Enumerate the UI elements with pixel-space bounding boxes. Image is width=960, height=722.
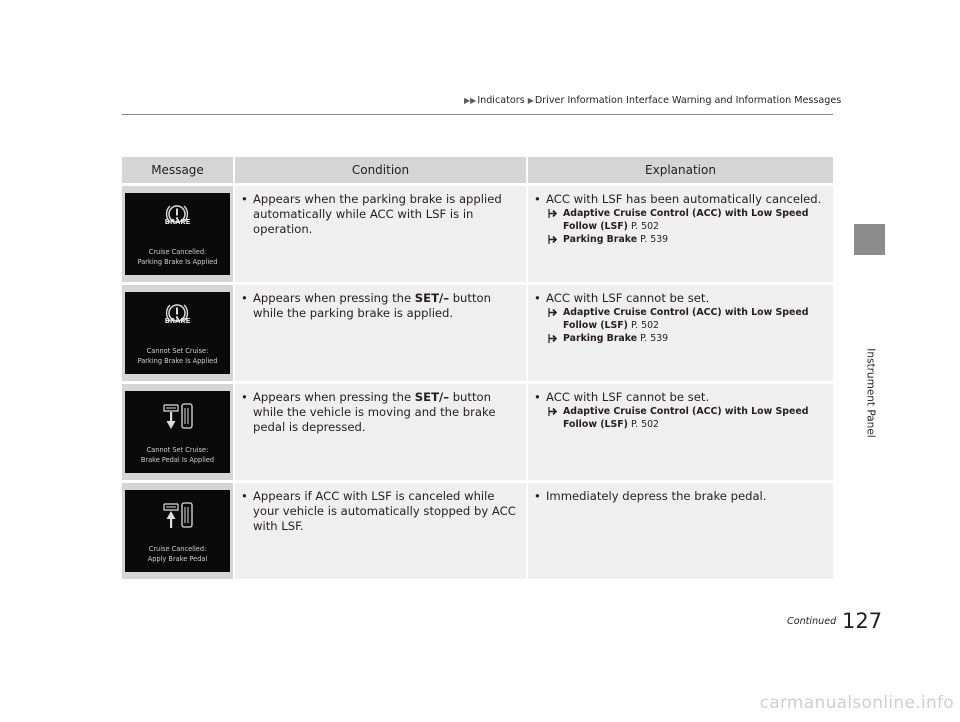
brake-pedal-up-icon bbox=[158, 499, 198, 533]
reference-arrow-icon bbox=[548, 333, 559, 344]
condition-text bbox=[253, 192, 518, 237]
reference-text bbox=[563, 233, 668, 246]
display-line: Cannot Set Cruise: bbox=[146, 347, 209, 355]
table-header bbox=[122, 157, 833, 183]
reference-page: P. 539 bbox=[640, 234, 669, 245]
breadcrumb-arrow-icon: ▶▶ bbox=[464, 96, 477, 105]
reference-title: Adaptive Cruise Control (ACC) with Low Speed Follow (LSF) bbox=[563, 208, 809, 232]
bullet-icon: • bbox=[241, 192, 248, 206]
condition-text-part: Appears when the parking brake is applied automatically while ACC with LSF is in operation. bbox=[253, 192, 502, 236]
table-row bbox=[122, 384, 833, 480]
header-message: Message bbox=[151, 163, 204, 177]
condition-cell bbox=[233, 384, 526, 480]
table-body bbox=[122, 186, 833, 579]
table-row bbox=[122, 483, 833, 579]
bullet-icon: • bbox=[534, 489, 541, 503]
explanation-item bbox=[534, 291, 825, 306]
explanation-text: Immediately depress the brake pedal. bbox=[546, 489, 767, 503]
display-line: Apply Brake Pedal bbox=[147, 555, 208, 563]
reference-title: Adaptive Cruise Control (ACC) with Low Speed Follow (LSF) bbox=[563, 307, 809, 331]
condition-cell bbox=[233, 186, 526, 282]
condition-text-part: button while the vehicle is moving and the brake pedal is depressed. bbox=[253, 390, 496, 434]
condition-item bbox=[241, 291, 518, 321]
reference-arrow-icon bbox=[548, 307, 559, 318]
condition-text-part: button while the parking brake is applied. bbox=[253, 291, 491, 320]
display-message bbox=[125, 445, 230, 465]
continued-label: Continued bbox=[787, 616, 837, 627]
breadcrumb-item-messages[interactable]: Driver Information Interface Warning and Information Messages bbox=[534, 95, 842, 106]
explanation-cell bbox=[526, 483, 833, 579]
reference-page: P. 502 bbox=[630, 221, 659, 232]
reference-arrow-icon bbox=[548, 234, 559, 245]
reference-page: P. 502 bbox=[630, 419, 659, 430]
section-tab-label bbox=[864, 338, 878, 448]
header-condition: Condition bbox=[233, 157, 526, 183]
display-screen bbox=[125, 490, 230, 572]
display-line: Cruise Cancelled: bbox=[148, 545, 207, 553]
reference-text bbox=[563, 405, 825, 431]
condition-item bbox=[241, 192, 518, 237]
condition-text-part: Appears when pressing the bbox=[253, 291, 415, 305]
explanation-item bbox=[534, 192, 825, 207]
bullet-icon: • bbox=[534, 390, 541, 404]
reference-page: P. 502 bbox=[630, 320, 659, 331]
explanation-cell bbox=[526, 285, 833, 381]
message-cell bbox=[122, 285, 233, 381]
message-cell bbox=[122, 483, 233, 579]
message-cell bbox=[122, 186, 233, 282]
explanation-item bbox=[534, 390, 825, 405]
explanation-text: ACC with LSF cannot be set. bbox=[546, 291, 710, 305]
reference-text bbox=[563, 306, 825, 332]
reference-link[interactable] bbox=[534, 405, 825, 431]
bullet-icon: • bbox=[241, 489, 248, 503]
display-message bbox=[125, 544, 230, 564]
reference-link[interactable] bbox=[534, 233, 825, 246]
bullet-icon: • bbox=[241, 390, 248, 404]
reference-text bbox=[563, 332, 668, 345]
bullet-icon: • bbox=[534, 192, 541, 206]
breadcrumb bbox=[464, 95, 844, 106]
table-row bbox=[122, 186, 833, 282]
explanation-cell bbox=[526, 384, 833, 480]
set-button-label: SET/– bbox=[414, 390, 450, 404]
bullet-icon: • bbox=[241, 291, 248, 305]
explanation-text: ACC with LSF cannot be set. bbox=[546, 390, 710, 404]
brake-label: BRAKE bbox=[164, 218, 191, 226]
reference-arrow-icon bbox=[548, 208, 559, 219]
reference-title: Adaptive Cruise Control (ACC) with Low Speed Follow (LSF) bbox=[563, 406, 809, 430]
reference-link[interactable] bbox=[534, 207, 825, 233]
display-screen bbox=[125, 193, 230, 275]
display-line: Cruise Cancelled: bbox=[148, 248, 207, 256]
display-message bbox=[125, 346, 230, 366]
section-tab-text: Instrument Panel bbox=[865, 348, 877, 438]
condition-text-part: Appears if ACC with LSF is canceled while your vehicle is automatically stopped by ACC with LSF. bbox=[253, 489, 516, 533]
reference-link[interactable] bbox=[534, 306, 825, 332]
brake-pedal-down-icon bbox=[158, 400, 198, 434]
messages-table bbox=[122, 157, 833, 579]
condition-item bbox=[241, 489, 518, 534]
display-line: Brake Pedal Is Applied bbox=[140, 456, 215, 464]
reference-link[interactable] bbox=[534, 332, 825, 345]
condition-item bbox=[241, 390, 518, 435]
breadcrumb-arrow-icon: ▶ bbox=[527, 96, 534, 105]
reference-title: Parking Brake bbox=[563, 333, 638, 344]
explanation-text: ACC with LSF has been automatically canceled. bbox=[546, 192, 822, 206]
table-row bbox=[122, 285, 833, 381]
display-screen bbox=[125, 391, 230, 473]
condition-text bbox=[253, 390, 518, 435]
header-rule bbox=[122, 114, 833, 115]
condition-text bbox=[253, 291, 518, 321]
breadcrumb-item-indicators[interactable]: Indicators bbox=[477, 95, 525, 106]
explanation-item bbox=[534, 489, 825, 504]
display-line: Cannot Set Cruise: bbox=[146, 446, 209, 454]
reference-title: Parking Brake bbox=[563, 234, 638, 245]
condition-cell bbox=[233, 483, 526, 579]
display-line: Parking Brake Is Applied bbox=[137, 357, 218, 365]
message-cell bbox=[122, 384, 233, 480]
header-explanation: Explanation bbox=[526, 157, 833, 183]
reference-page: P. 539 bbox=[640, 333, 669, 344]
set-button-label: SET/– bbox=[414, 291, 450, 305]
condition-cell bbox=[233, 285, 526, 381]
section-tab-marker bbox=[854, 224, 885, 255]
condition-text bbox=[253, 489, 518, 534]
display-screen bbox=[125, 292, 230, 374]
page-number: 127 bbox=[842, 609, 883, 633]
display-message bbox=[125, 247, 230, 267]
explanation-cell bbox=[526, 186, 833, 282]
bullet-icon: • bbox=[534, 291, 541, 305]
reference-text bbox=[563, 207, 825, 233]
reference-arrow-icon bbox=[548, 406, 559, 417]
watermark: carmanualsonline.info bbox=[759, 693, 954, 713]
condition-text-part: Appears when pressing the bbox=[253, 390, 415, 404]
display-line: Parking Brake Is Applied bbox=[137, 258, 218, 266]
brake-label: BRAKE bbox=[164, 317, 191, 325]
